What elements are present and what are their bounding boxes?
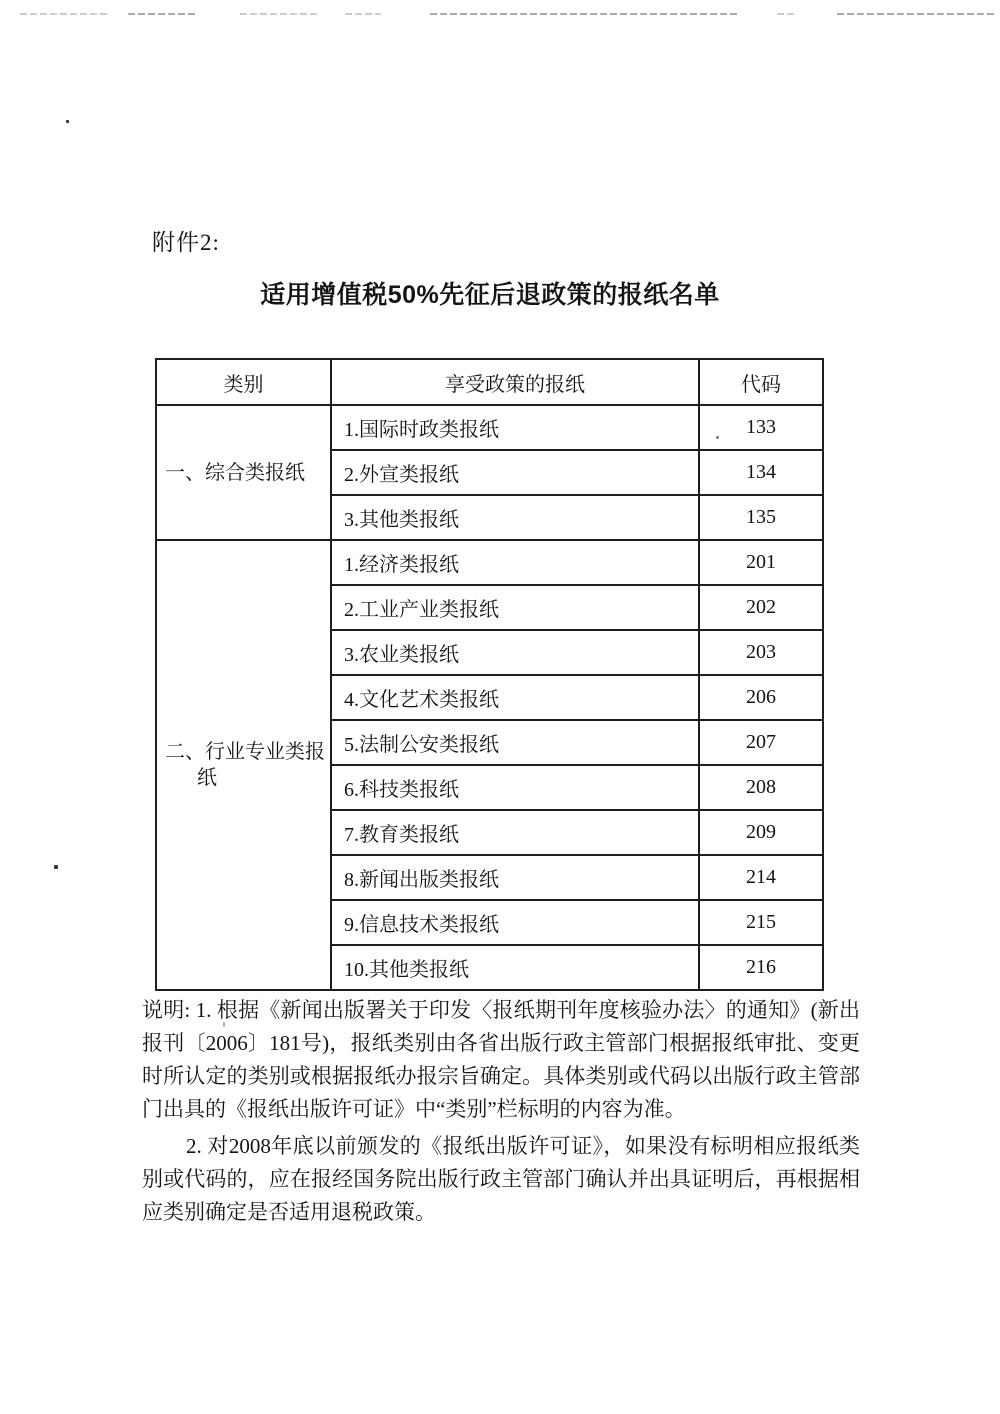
scan-artifact: [240, 13, 320, 15]
code-cell: 133: [699, 405, 823, 450]
page-title: 适用增值税50%先征后退政策的报纸名单: [260, 281, 720, 309]
note-paragraph-1: 说明: 1. 根据《新闻出版署关于印发〈报纸期刊年度核验办法〉的通知》(新出报刊〔2006〕181号)，报纸类别由各省出版行政主管部门根据报纸审批、变更时所认定的类别或根据报纸办报宗旨确定。具体类别或代码以出版行政主管部门出具的《报纸出版许可证》中“类别”栏标明的内容为准。: [142, 998, 860, 1121]
newspaper-cell: 9.信息技术类报纸: [331, 900, 699, 945]
col-header-category: 类别: [156, 359, 331, 405]
scan-artifact: [777, 13, 797, 15]
table-row: [156, 540, 823, 585]
code-cell: 203: [699, 630, 823, 675]
scan-artifact: [54, 865, 58, 869]
scan-artifact: [345, 13, 381, 15]
code-cell: 215: [699, 900, 823, 945]
newspaper-table: [155, 358, 824, 991]
col-header-code: 代码: [699, 359, 823, 405]
code-cell: 207: [699, 720, 823, 765]
newspaper-cell: 5.法制公安类报纸: [331, 720, 699, 765]
newspaper-cell: 2.外宣类报纸: [331, 450, 699, 495]
code-cell: 208: [699, 765, 823, 810]
code-cell: 206: [699, 675, 823, 720]
scan-artifact: [128, 13, 198, 15]
code-cell: 201: [699, 540, 823, 585]
newspaper-cell: 6.科技类报纸: [331, 765, 699, 810]
category-cell-comprehensive: 一、综合类报纸: [156, 405, 331, 540]
newspaper-cell: 8.新闻出版类报纸: [331, 855, 699, 900]
code-cell: 216: [699, 945, 823, 990]
notes: [142, 994, 860, 1229]
scan-artifact: [837, 13, 995, 15]
newspaper-table-wrapper: [155, 358, 824, 991]
code-cell: 135: [699, 495, 823, 540]
newspaper-cell: 2.工业产业类报纸: [331, 585, 699, 630]
code-cell: 134: [699, 450, 823, 495]
newspaper-cell: 4.文化艺术类报纸: [331, 675, 699, 720]
newspaper-cell: 3.其他类报纸: [331, 495, 699, 540]
newspaper-cell: 10.其他类报纸: [331, 945, 699, 990]
scan-artifact: [66, 120, 69, 123]
newspaper-cell: 1.经济类报纸: [331, 540, 699, 585]
code-cell: 209: [699, 810, 823, 855]
col-header-newspaper: 享受政策的报纸: [331, 359, 699, 405]
scan-artifact: [20, 13, 110, 15]
attachment-label: 附件2:: [152, 230, 220, 255]
code-cell: 202: [699, 585, 823, 630]
table-header-row: [156, 359, 823, 405]
code-cell: 214: [699, 855, 823, 900]
category-cell-industry: 二、行业专业类报纸: [156, 540, 331, 990]
table-row: [156, 405, 823, 450]
note-paragraph-2: 2. 对2008年底以前颁发的《报纸出版许可证》，如果没有标明相应报纸类别或代码的，应在报经国务院出版行政主管部门确认并出具证明后，再根据相应类别确定是否适用退税政策。: [142, 1134, 860, 1224]
newspaper-cell: 1.国际时政类报纸: [331, 405, 699, 450]
newspaper-cell: 7.教育类报纸: [331, 810, 699, 855]
scan-artifact: [430, 13, 740, 15]
newspaper-cell: 3.农业类报纸: [331, 630, 699, 675]
